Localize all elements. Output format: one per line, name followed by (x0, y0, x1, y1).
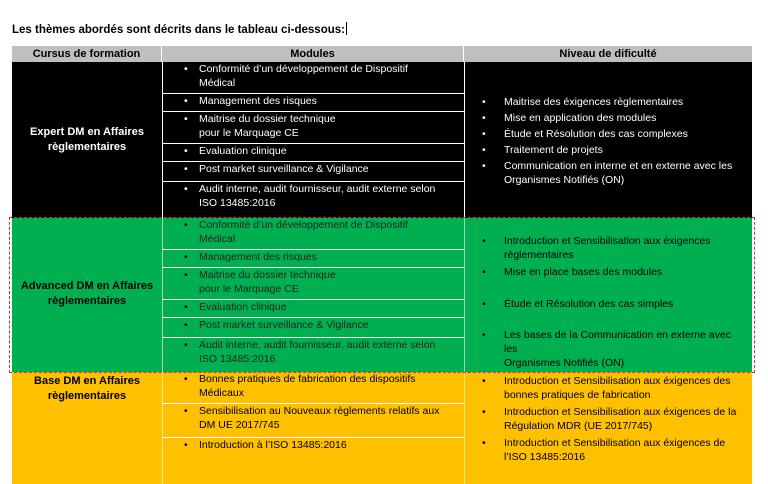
module-row: • Post market surveillance & Vigilance (162, 162, 464, 182)
module-row: • Maitrise du dossier technique pour le Marquage CE (162, 112, 464, 144)
module-row: • Sensibilisation au Nouveaux règlements relatifs aux DM UE 2017/745 (162, 404, 464, 438)
table-header-row (12, 46, 752, 62)
header-niveau: Niveau de dificulté (559, 48, 657, 60)
advanced-highlight-frame (9, 217, 755, 373)
module-row: • Conformité d’un développement de Dispositif Médical (162, 62, 464, 94)
section-base (12, 372, 752, 484)
module-row: • Management des risques (162, 250, 464, 268)
levels-column: • Introduction et Sensibilisation aux éxigences règlementaires • Mise en place bases des modules • Étude et Résolution des cas simples • Les bases de la Communication en externe avec les Organismes Notifiés (ON) (482, 235, 732, 369)
intro-text: Les thèmes abordés sont décrits dans le tableau ci-dessous: (12, 24, 345, 36)
header-cursus: Cursus de formation (12, 46, 162, 62)
module-row: • Post market surveillance & Vigilance (162, 318, 464, 338)
section-expert (12, 62, 752, 218)
module-row: • Evaluation clinique (162, 144, 464, 162)
module-row: • Management des risques (162, 94, 464, 112)
module-row: • Audit interne, audit fournisseur, audit externe selon ISO 13485:2016 (184, 183, 436, 209)
module-row: • Conformité d’un développement de Dispositif Médical (162, 218, 464, 250)
header-modules: Modules (162, 46, 464, 62)
module-row: • Maitrise du dossier technique pour le Marquage CE (162, 268, 464, 300)
module-row: • Introduction à l’ISO 13485:2016 (184, 439, 347, 451)
levels-column: • Introduction et Sensibilisation aux éxigences des bonnes pratiques de fabrication • Introduction et Sensibilisation aux éxigences de la Régulation MDR (UE 2017/745) • Introduction et Sensibilisation aux éxigences de l’ISO 13485:2016 (482, 375, 737, 463)
module-row: • Evaluation clinique (162, 300, 464, 318)
levels-column: • Maitrise des éxigences règlementaires • Mise en application des modules • Étude et Résolution des cas complexes • Traitement de projets • Communication en interne et en externe avec les Organismes Notifiés (ON) (482, 96, 733, 186)
module-row: • Bonnes pratiques de fabrication des dispositifs Médicaux (162, 372, 464, 404)
cursus-title: Advanced DM en Affaires règlementaires (20, 280, 154, 307)
cursus-title: Base DM en Affaires règlementaires (34, 375, 140, 402)
module-row: • Audit interne, audit fournisseur, audit externe selon ISO 13485:2016 (184, 339, 436, 365)
text-cursor (346, 22, 347, 35)
cursus-title: Expert DM en Affaires règlementaires (30, 126, 144, 153)
